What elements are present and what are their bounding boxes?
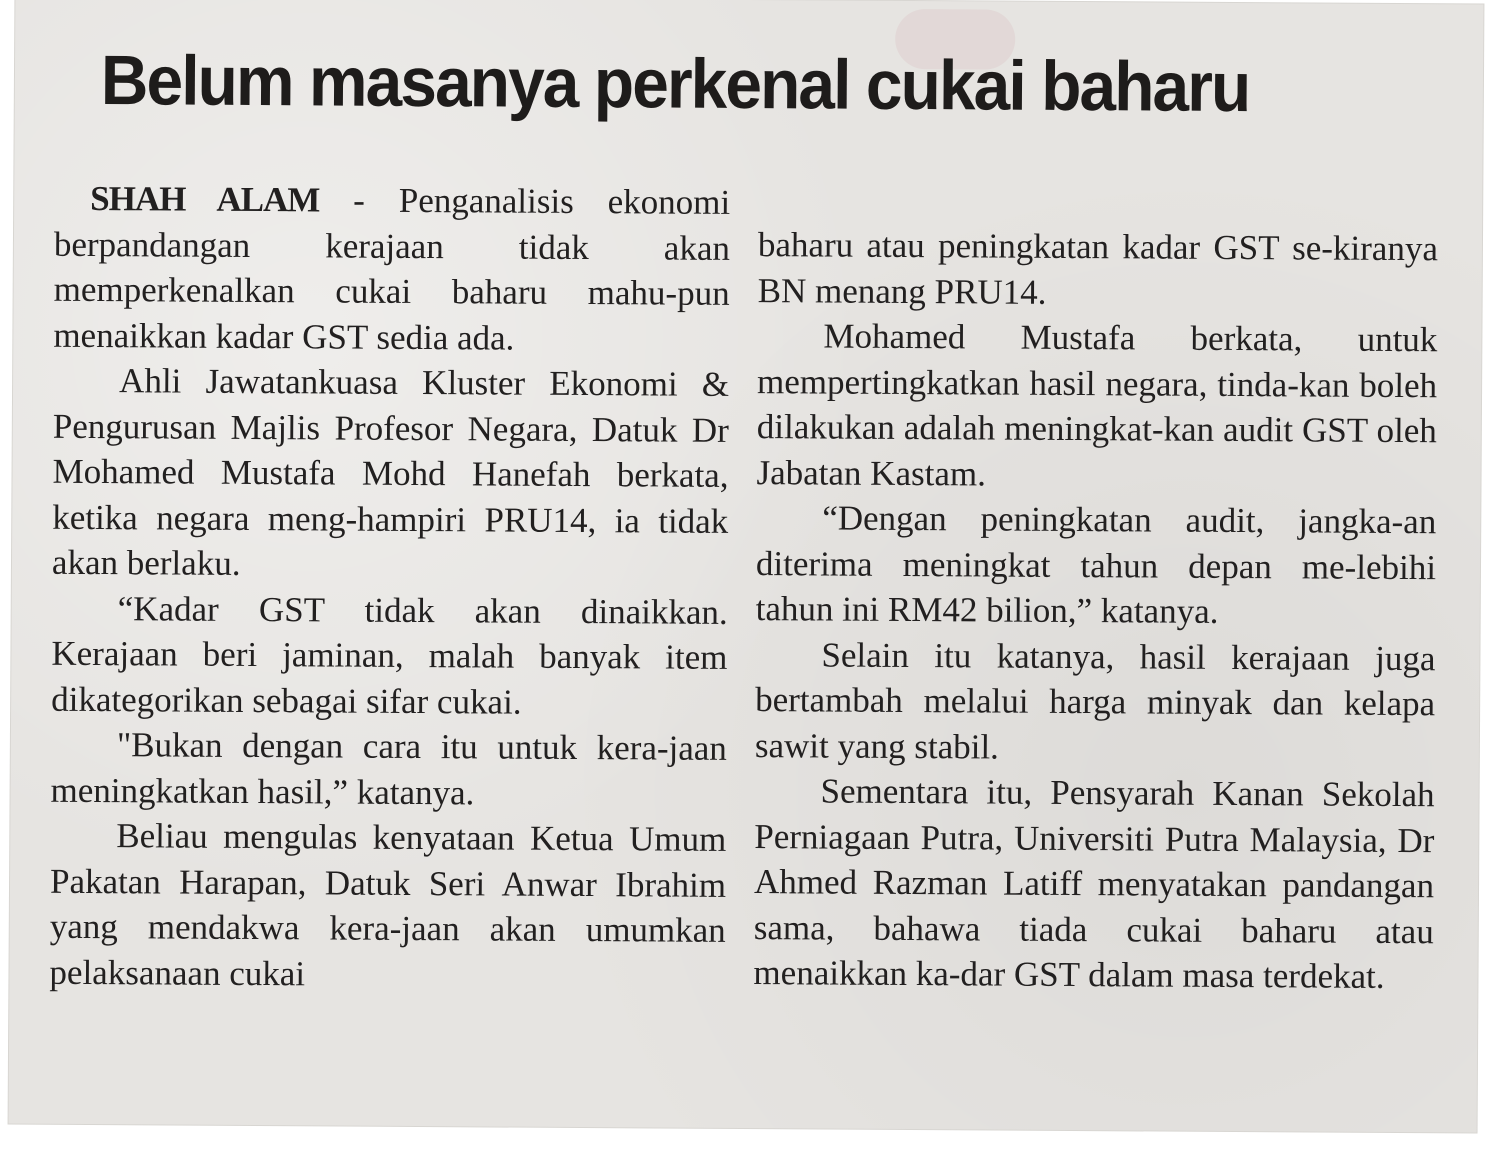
article-paragraph: Selain itu katanya, hasil kerajaan juga bertambah melalui harga minyak dan kelapa sawit yang stabil. xyxy=(754,634,1436,767)
article-paragraph: baharu atau peningkatan kadar GST se-kiranya BN menang PRU14. xyxy=(757,225,1439,312)
article-paragraph: “Dengan peningkatan audit, jangka-an diterima meningkat tahun depan me-lebihi tahun ini RM42 bilion,” katanya. xyxy=(755,498,1437,631)
newspaper-clipping xyxy=(9,0,1484,1132)
article-paragraph: Mohamed Mustafa berkata, untuk mempertingkatkan hasil negara, tinda-kan boleh dilakukan adalah meningkat-kan audit GST oleh Jabatan Kastam. xyxy=(756,316,1438,493)
paragraph-text: - Penganalisis ekonomi berpandangan kerajaan tidak akan memperkenalkan cukai baharu mahu-pun menaikkan kadar GST sedia ada. xyxy=(53,180,731,358)
article-paragraph: Beliau mengulas kenyataan Ketua Umum Pakatan Harapan, Datuk Seri Anwar Ibrahim yang mendakwa kera-jaan akan umumkan pelaksanaan cukai xyxy=(49,816,727,993)
article-paragraph: "Bukan dengan cara itu untuk kera-jaan meningkatkan hasil,” katanya. xyxy=(50,725,727,812)
article-headline: Belum masanya perkenal cukai baharu xyxy=(100,41,1250,127)
article-paragraph: Ahli Jawatankuasa Kluster Ekonomi & Pengurusan Majlis Profesor Negara, Datuk Dr Mohamed Mustafa Mohd Hanefah berkata, ketika negara meng-hampiri PRU14, ia tidak akan berlaku. xyxy=(51,361,730,583)
article-paragraph: “Kadar GST tidak akan dinaikkan. Kerajaan beri jaminan, malah banyak item dikategorikan sebagai sifar cukai. xyxy=(51,588,728,722)
article-paragraph xyxy=(53,176,730,362)
article-paragraph: Sementara itu, Pensyarah Kanan Sekolah Perniagaan Putra, Universiti Putra Malaysia, Dr Ahmed Razman Latiff menyatakan pandangan sama, bahawa tiada cukai baharu atau menaikkan ka-dar GST dalam masa terdekat. xyxy=(753,771,1435,996)
article-column-left xyxy=(49,176,730,999)
article-column-right xyxy=(753,222,1438,1000)
article-dateline: SHAH ALAM xyxy=(90,178,320,220)
